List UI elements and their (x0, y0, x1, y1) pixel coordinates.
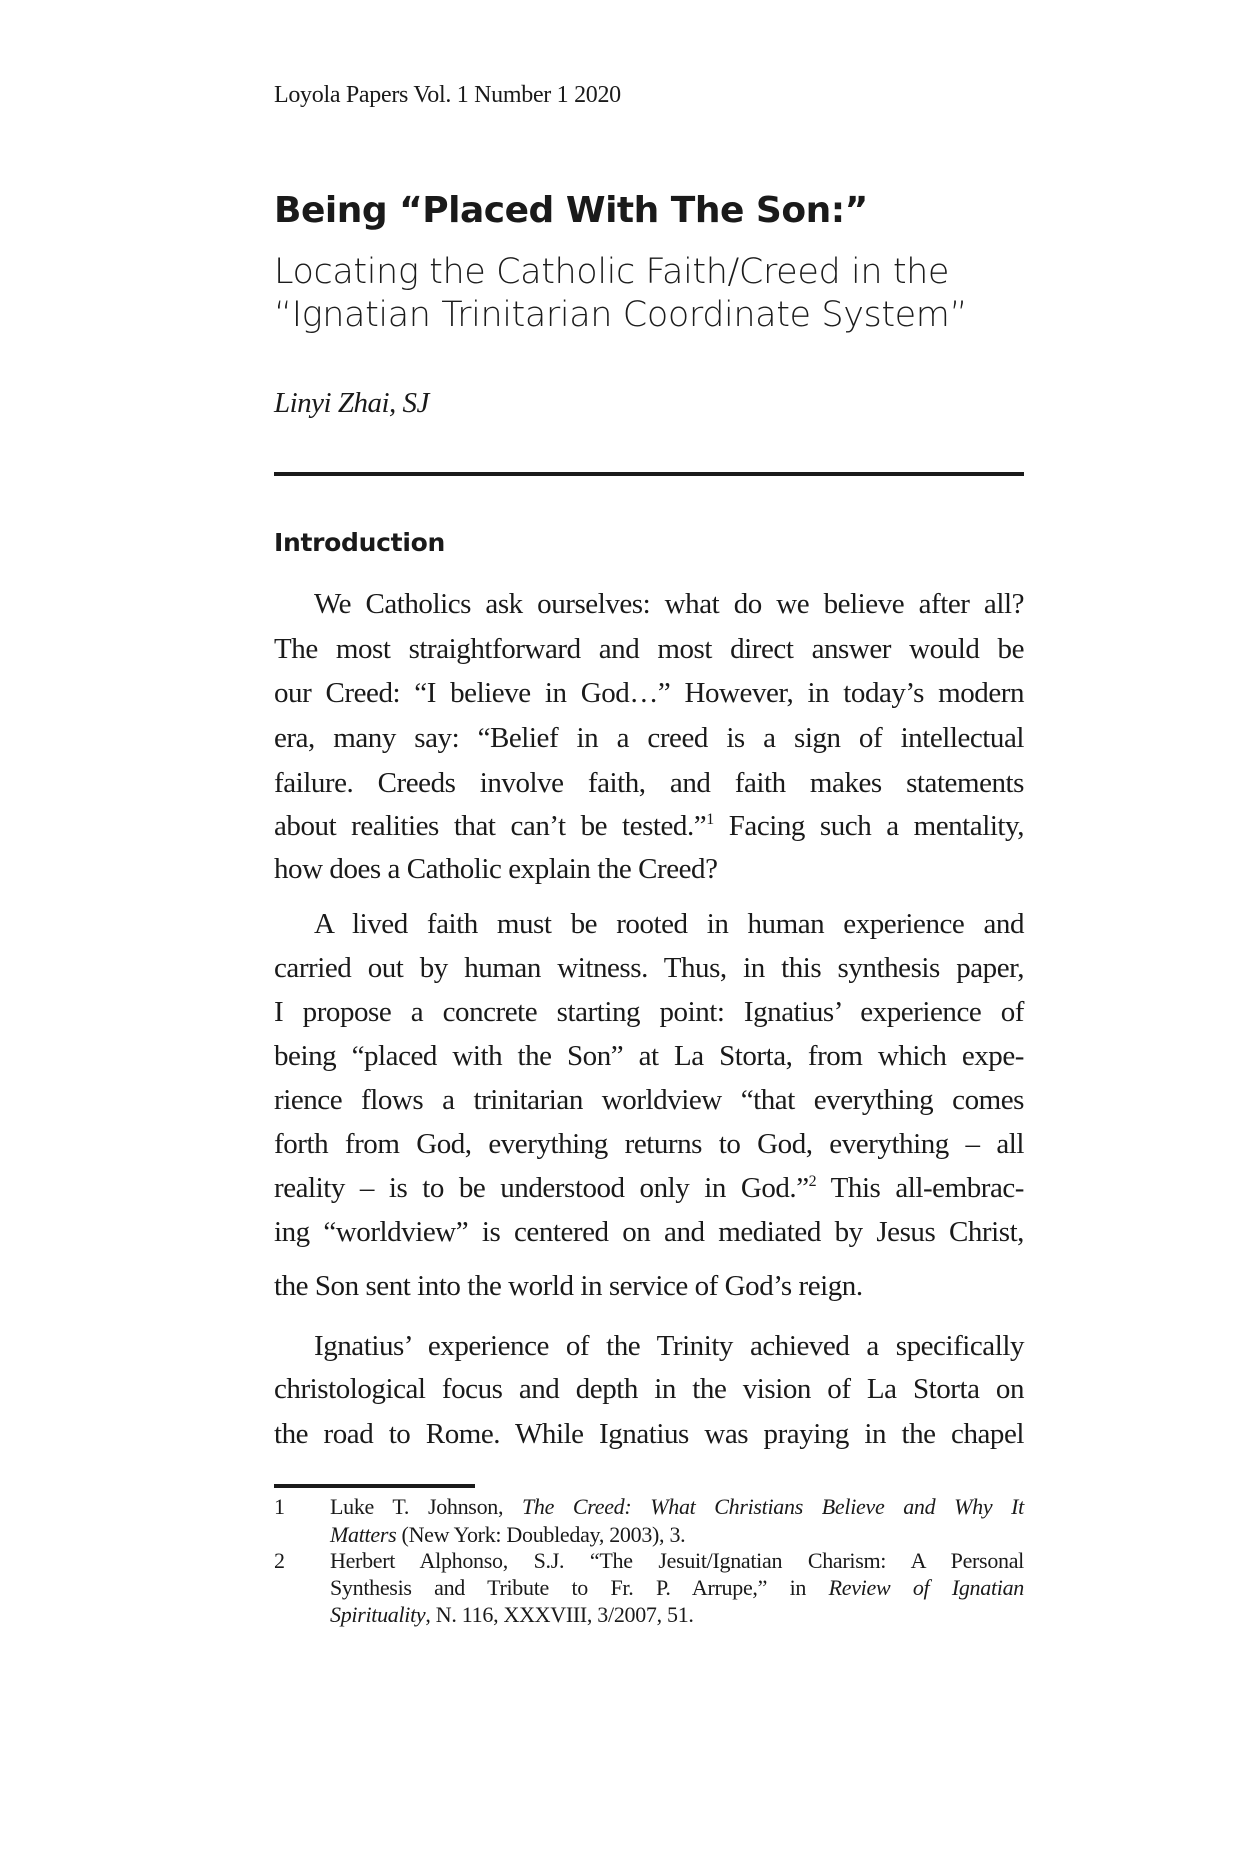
footnote-divider (274, 1484, 475, 1488)
footnote-book-title: The Creed: What Christians Believe and Why It (522, 1494, 1024, 1519)
footnote-text: (New York: Doubleday, 2003), 3. (396, 1522, 686, 1547)
footnote-text: Synthesis and Tribute to Fr. P. Arrupe,” in (330, 1575, 829, 1600)
footnote-number: 1 (274, 1494, 285, 1519)
footnote-text: Luke T. Johnson, (330, 1494, 522, 1519)
footnote-reference[interactable]: 1 (706, 811, 714, 828)
article-subtitle-line: Locating the Catholic Faith/Creed in the (274, 252, 950, 292)
body-text: reality – is to be understood only in God.” (274, 1172, 809, 1204)
footnote-text: , N. 116, XXXVIII, 3/2007, 51. (425, 1602, 694, 1627)
footnote-line (330, 1574, 1024, 1601)
body-line: christological focus and depth in the vision of La Storta on (274, 1373, 1024, 1405)
article-title: Being “Placed With The Son:” (274, 190, 868, 231)
footnote-line (330, 1521, 1024, 1548)
body-line: era, many say: “Belief in a creed is a sign of intellectual (274, 722, 1024, 754)
body-line: We Catholics ask ourselves: what do we believe after all? (314, 588, 1024, 620)
section-heading: Introduction (274, 528, 445, 557)
footnote-reference[interactable]: 2 (808, 1173, 817, 1190)
running-header: Loyola Papers Vol. 1 Number 1 2020 (274, 82, 621, 108)
body-line: A lived faith must be rooted in human experience and (314, 908, 1024, 940)
article-subtitle-line: “Ignatian Trinitarian Coordinate System” (274, 295, 968, 335)
body-line: how does a Catholic explain the Creed? (274, 853, 718, 885)
footnote-number: 2 (274, 1548, 285, 1573)
body-text: This all-embrac- (816, 1172, 1025, 1204)
body-line: being “placed with the Son” at La Storta, from which expe- (274, 1040, 1024, 1072)
footnote-line (330, 1493, 1024, 1520)
title-divider (274, 472, 1024, 476)
body-line: our Creed: “I believe in God…” However, in today’s modern (274, 677, 1024, 709)
body-text: Facing such a mentality, (713, 810, 1024, 842)
body-line: failure. Creeds involve faith, and faith makes statements (274, 767, 1024, 799)
footnote-journal-title: Spirituality (330, 1602, 426, 1627)
body-text: about realities that can’t be tested.” (274, 810, 707, 842)
footnote-book-title: Matters (330, 1522, 397, 1547)
body-line: I propose a concrete starting point: Ignatius’ experience of (274, 996, 1024, 1028)
body-line (274, 808, 1024, 844)
footnote-journal-title: Review of Ignatian (828, 1575, 1024, 1600)
body-line: The most straightforward and most direct answer would be (274, 633, 1024, 665)
footnote-line (330, 1601, 1024, 1628)
body-line: Ignatius’ experience of the Trinity achieved a specifically (314, 1330, 1024, 1362)
body-line: the road to Rome. While Ignatius was praying in the chapel (274, 1418, 1024, 1450)
body-line: the Son sent into the world in service of God’s reign. (274, 1270, 863, 1302)
body-line: forth from God, everything returns to God, everything – all (274, 1128, 1024, 1160)
body-line (274, 1170, 1024, 1206)
body-line: carried out by human witness. Thus, in this synthesis paper, (274, 952, 1024, 984)
author-name: Linyi Zhai, SJ (274, 387, 429, 419)
footnote-line: Herbert Alphonso, S.J. “The Jesuit/Ignatian Charism: A Personal (330, 1548, 1024, 1573)
body-line: ing “worldview” is centered on and mediated by Jesus Christ, (274, 1216, 1024, 1248)
body-line: rience flows a trinitarian worldview “that everything comes (274, 1084, 1024, 1116)
